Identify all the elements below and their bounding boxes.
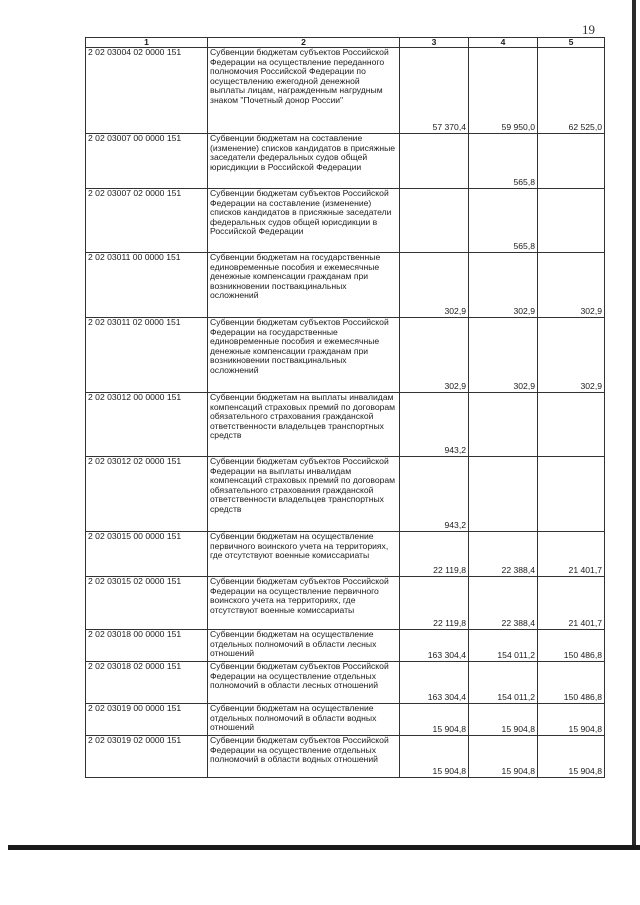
table-row <box>86 630 605 662</box>
value-col-4: 59 950,0 <box>469 48 538 134</box>
value-col-4: 154 011,2 <box>469 662 538 704</box>
value-col-5: 150 486,8 <box>538 630 605 662</box>
value-col-5 <box>538 189 605 253</box>
value-col-5: 150 486,8 <box>538 662 605 704</box>
item-name: Субвенции бюджетам на выплаты инвалидам компенсаций страховых премий по договорам обязательного страхования гражданской ответственности владельцев транспортных средств <box>208 393 400 457</box>
table-header-row <box>86 38 605 48</box>
value-col-3: 943,2 <box>400 393 469 457</box>
table-row <box>86 189 605 253</box>
value-col-4: 22 388,4 <box>469 577 538 630</box>
table-row <box>86 134 605 189</box>
table-row <box>86 393 605 457</box>
budget-code: 2 02 03015 02 0000 151 <box>86 577 208 630</box>
header-col-3: 3 <box>400 38 469 48</box>
item-name: Субвенции бюджетам на осуществление первичного воинского учета на территориях, где отсутствуют военные комиссариаты <box>208 532 400 577</box>
value-col-5: 15 904,8 <box>538 704 605 736</box>
value-col-4: 15 904,8 <box>469 704 538 736</box>
value-col-4: 565,8 <box>469 189 538 253</box>
budget-code: 2 02 03012 02 0000 151 <box>86 457 208 532</box>
value-col-4: 565,8 <box>469 134 538 189</box>
value-col-3 <box>400 189 469 253</box>
budget-table <box>85 37 605 778</box>
item-name: Субвенции бюджетам на составление (изменение) списков кандидатов в присяжные заседатели федеральных судов общей юрисдикции в Российской Федерации <box>208 134 400 189</box>
value-col-5: 15 904,8 <box>538 736 605 778</box>
item-name: Субвенции бюджетам на государственные единовременные пособия и ежемесячные денежные компенсации гражданам при возникновении поствакцинальных осложнений <box>208 253 400 318</box>
budget-code: 2 02 03018 00 0000 151 <box>86 630 208 662</box>
value-col-5 <box>538 457 605 532</box>
value-col-3: 302,9 <box>400 318 469 393</box>
value-col-4 <box>469 457 538 532</box>
budget-code: 2 02 03019 02 0000 151 <box>86 736 208 778</box>
value-col-3: 163 304,4 <box>400 662 469 704</box>
header-col-2: 2 <box>208 38 400 48</box>
value-col-3: 57 370,4 <box>400 48 469 134</box>
value-col-3: 22 119,8 <box>400 532 469 577</box>
item-name: Субвенции бюджетам субъектов Российской Федерации на государственные единовременные пособия и ежемесячные денежные компенсации гражданам при возникновении поствакцинальных осложнений <box>208 318 400 393</box>
value-col-5: 302,9 <box>538 253 605 318</box>
value-col-3: 15 904,8 <box>400 704 469 736</box>
header-col-1: 1 <box>86 38 208 48</box>
page-number: 19 <box>582 22 595 37</box>
budget-code: 2 02 03018 02 0000 151 <box>86 662 208 704</box>
item-name: Субвенции бюджетам на осуществление отдельных полномочий в области водных отношений <box>208 704 400 736</box>
value-col-4: 15 904,8 <box>469 736 538 778</box>
budget-code: 2 02 03019 00 0000 151 <box>86 704 208 736</box>
item-name: Субвенции бюджетам субъектов Российской Федерации на выплаты инвалидам компенсаций страховых премий по договорам обязательного страхования гражданской ответственности владельцев транспортных средств <box>208 457 400 532</box>
value-col-5 <box>538 134 605 189</box>
value-col-5: 62 525,0 <box>538 48 605 134</box>
value-col-5 <box>538 393 605 457</box>
budget-code: 2 02 03007 00 0000 151 <box>86 134 208 189</box>
value-col-4 <box>469 393 538 457</box>
table-row <box>86 457 605 532</box>
value-col-5: 21 401,7 <box>538 532 605 577</box>
table-row <box>86 736 605 778</box>
header-col-5: 5 <box>538 38 605 48</box>
table-row <box>86 253 605 318</box>
value-col-3: 15 904,8 <box>400 736 469 778</box>
value-col-4: 22 388,4 <box>469 532 538 577</box>
value-col-5: 302,9 <box>538 318 605 393</box>
budget-code: 2 02 03011 00 0000 151 <box>86 253 208 318</box>
table-row <box>86 662 605 704</box>
scan-right-edge <box>632 0 636 848</box>
value-col-4: 302,9 <box>469 253 538 318</box>
value-col-3: 163 304,4 <box>400 630 469 662</box>
scan-bottom-edge <box>8 845 640 850</box>
item-name: Субвенции бюджетам субъектов Российской Федерации на составление (изменение) списков кандидатов в присяжные заседатели федеральных судов общей юрисдикции в Российской Федерации <box>208 189 400 253</box>
table-row <box>86 704 605 736</box>
table-row <box>86 318 605 393</box>
budget-code: 2 02 03011 02 0000 151 <box>86 318 208 393</box>
item-name: Субвенции бюджетам на осуществление отдельных полномочий в области лесных отношений <box>208 630 400 662</box>
item-name: Субвенции бюджетам субъектов Российской Федерации на осуществление переданного полномочия Российской Федерации по осуществлению ежегодной денежной выплаты лицам, награжденным нагрудным знаком "Почетный донор России" <box>208 48 400 134</box>
header-col-4: 4 <box>469 38 538 48</box>
table-row <box>86 532 605 577</box>
value-col-4: 154 011,2 <box>469 630 538 662</box>
budget-code: 2 02 03004 02 0000 151 <box>86 48 208 134</box>
budget-code: 2 02 03012 00 0000 151 <box>86 393 208 457</box>
budget-code: 2 02 03015 00 0000 151 <box>86 532 208 577</box>
table-row <box>86 577 605 630</box>
value-col-3: 22 119,8 <box>400 577 469 630</box>
item-name: Субвенции бюджетам субъектов Российской Федерации на осуществление первичного воинского учета на территориях, где отсутствуют военные комиссариаты <box>208 577 400 630</box>
value-col-3 <box>400 134 469 189</box>
value-col-3: 943,2 <box>400 457 469 532</box>
value-col-3: 302,9 <box>400 253 469 318</box>
item-name: Субвенции бюджетам субъектов Российской Федерации на осуществление отдельных полномочий в области лесных отношений <box>208 662 400 704</box>
value-col-5: 21 401,7 <box>538 577 605 630</box>
table-row <box>86 48 605 134</box>
item-name: Субвенции бюджетам субъектов Российской Федерации на осуществление отдельных полномочий в области водных отношений <box>208 736 400 778</box>
budget-code: 2 02 03007 02 0000 151 <box>86 189 208 253</box>
value-col-4: 302,9 <box>469 318 538 393</box>
